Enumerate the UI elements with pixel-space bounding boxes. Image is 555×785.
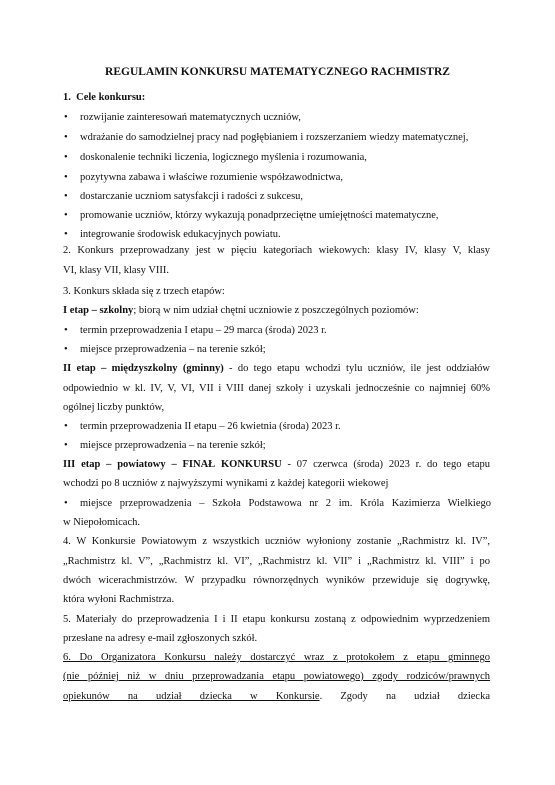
stage-2-bullet <box>64 422 341 433</box>
bullet-icon: • <box>64 152 68 163</box>
bullet-text: termin przeprowadzenia II etapu – 26 kwietnia (środa) 2023 r. <box>80 421 341 432</box>
section-5-line: 5. Materiały do przeprowadzenia I i II etapu konkursu zostaną z odpowiednim wyprzedzeniem <box>63 614 490 625</box>
document-title: REGULAMIN KONKURSU MATEMATYCZNEGO RACHMISTRZ <box>105 66 450 78</box>
goal-item <box>64 230 281 241</box>
goal-text: doskonalenie techniki liczenia, logicznego myślenia i rozumowania, <box>80 152 367 163</box>
section-6-line: (nie później niż w dniu przeprowadzania etapu powiatowego) zgody rodziców/prawnych <box>63 671 490 682</box>
goal-text: integrowanie środowisk edukacyjnych powiatu. <box>80 229 281 240</box>
stage-1-name: I etap – szkolny <box>63 305 134 316</box>
stage-1-description <box>63 306 419 317</box>
consent-text: . Zgody na udział dziecka <box>319 691 490 702</box>
goal-item <box>64 153 367 164</box>
stage-1-bullet <box>64 326 327 337</box>
section-3-line: 3. Konkurs składa się z trzech etapów: <box>63 286 225 297</box>
bullet-text: miejsce przeprowadzenia – Szkoła Podstawowa nr 2 im. Króla Kazimierza Wielkiego <box>80 498 491 509</box>
bullet-text: miejsce przeprowadzenia – na terenie szkół; <box>80 440 266 451</box>
bullet-icon: • <box>64 112 68 123</box>
bullet-text: miejsce przeprowadzenia – na terenie szkół; <box>80 344 266 355</box>
stage-2-line: odpowiednio w kl. IV, V, VI, VII i VIII danej szkoły i uzyskali jednocześnie co najmniej 60% <box>63 383 490 394</box>
section-1-title: Cele konkursu: <box>76 92 146 103</box>
goal-text: pozytywna zabawa i właściwe rozumienie współzawodnictwa, <box>80 172 343 183</box>
section-4-line: która wyłoni Rachmistrza. <box>63 594 175 605</box>
stage-2-line: ogólnej liczby punktów, <box>63 402 165 413</box>
section-1-heading <box>63 93 145 104</box>
stage-3-description <box>63 460 490 471</box>
goal-item <box>64 133 468 144</box>
section-2-line: 2. Konkurs przeprowadzany jest w pięciu kategoriach wiekowych: klasy IV, klasy V, klasy <box>63 245 490 256</box>
stage-3-line: wchodzi po 8 uczniów z najwyższymi wynikami z każdej kategorii wiekowej <box>63 478 389 489</box>
stage-2-name: II etap – międzyszkolny (gminny) <box>63 363 224 374</box>
bullet-icon: • <box>64 229 68 240</box>
goal-text: rozwijanie zainteresowań matematycznych uczniów, <box>80 112 301 123</box>
consent-underlined-text: opiekunów na udział dziecka w Konkursie <box>63 691 320 702</box>
stage-3-name: III etap – powiatowy – FINAŁ KONKURSU <box>63 459 282 470</box>
stage-3-line: w Niepołomicach. <box>63 517 140 528</box>
stage-2-bullet <box>64 441 266 452</box>
bullet-icon: • <box>64 498 68 509</box>
goal-text: dostarczanie uczniom satysfakcji i radości z sukcesu, <box>80 191 304 202</box>
stage-1-text: ; biorą w nim udział chętni uczniowie z poszczególnych poziomów: <box>133 305 419 316</box>
section-4-line: 4. W Konkursie Powiatowym z wszystkich uczniów wyłoniony zostanie „Rachmistrz kl. IV”, <box>63 536 490 547</box>
goal-item <box>64 113 301 124</box>
section-2-line: VI, klasy VII, klasy VIII. <box>63 265 170 276</box>
bullet-icon: • <box>64 191 68 202</box>
goal-text: wdrażanie do samodzielnej pracy nad pogłębianiem i rozszerzaniem wiedzy matematycznej, <box>80 132 469 143</box>
stage-3-bullet <box>64 499 491 510</box>
bullet-icon: • <box>64 344 68 355</box>
stage-2-text: - do tego etapu wchodzi tylu uczniów, ile jest oddziałów <box>223 363 490 374</box>
goal-text: promowanie uczniów, którzy wykazują ponadprzeciętne umiejętności matematyczne, <box>80 210 439 221</box>
bullet-icon: • <box>64 421 68 432</box>
section-1-number: 1. <box>63 92 71 103</box>
section-6-line <box>63 692 490 703</box>
section-4-line: „Rachmistrz kl. V”, „Rachmistrz kl. VI”, „Rachmistrz kl. VII” i „Rachmistrz kl. VIII” i po <box>63 556 490 567</box>
bullet-icon: • <box>64 132 68 143</box>
stage-2-description <box>63 364 490 375</box>
stage-1-bullet <box>64 345 266 356</box>
section-6-line: 6. Do Organizatora Konkursu należy dostarczyć wraz z protokołem z etapu gminnego <box>63 652 490 663</box>
goal-item <box>64 192 303 203</box>
section-4-line: dwóch wicerachmistrzów. W przypadku równorzędnych wyników przewiduje się dogrywkę, <box>63 575 490 586</box>
bullet-text: termin przeprowadzenia I etapu – 29 marca (środa) 2023 r. <box>80 325 327 336</box>
goal-item <box>64 211 439 222</box>
bullet-icon: • <box>64 210 68 221</box>
bullet-icon: • <box>64 440 68 451</box>
bullet-icon: • <box>64 172 68 183</box>
bullet-icon: • <box>64 325 68 336</box>
section-5-line: przesłane na adresy e-mail zgłoszonych szkół. <box>63 633 258 644</box>
goal-item <box>64 173 343 184</box>
stage-3-text: - 07 czerwca (środa) 2023 r. do tego etapu <box>281 459 490 470</box>
